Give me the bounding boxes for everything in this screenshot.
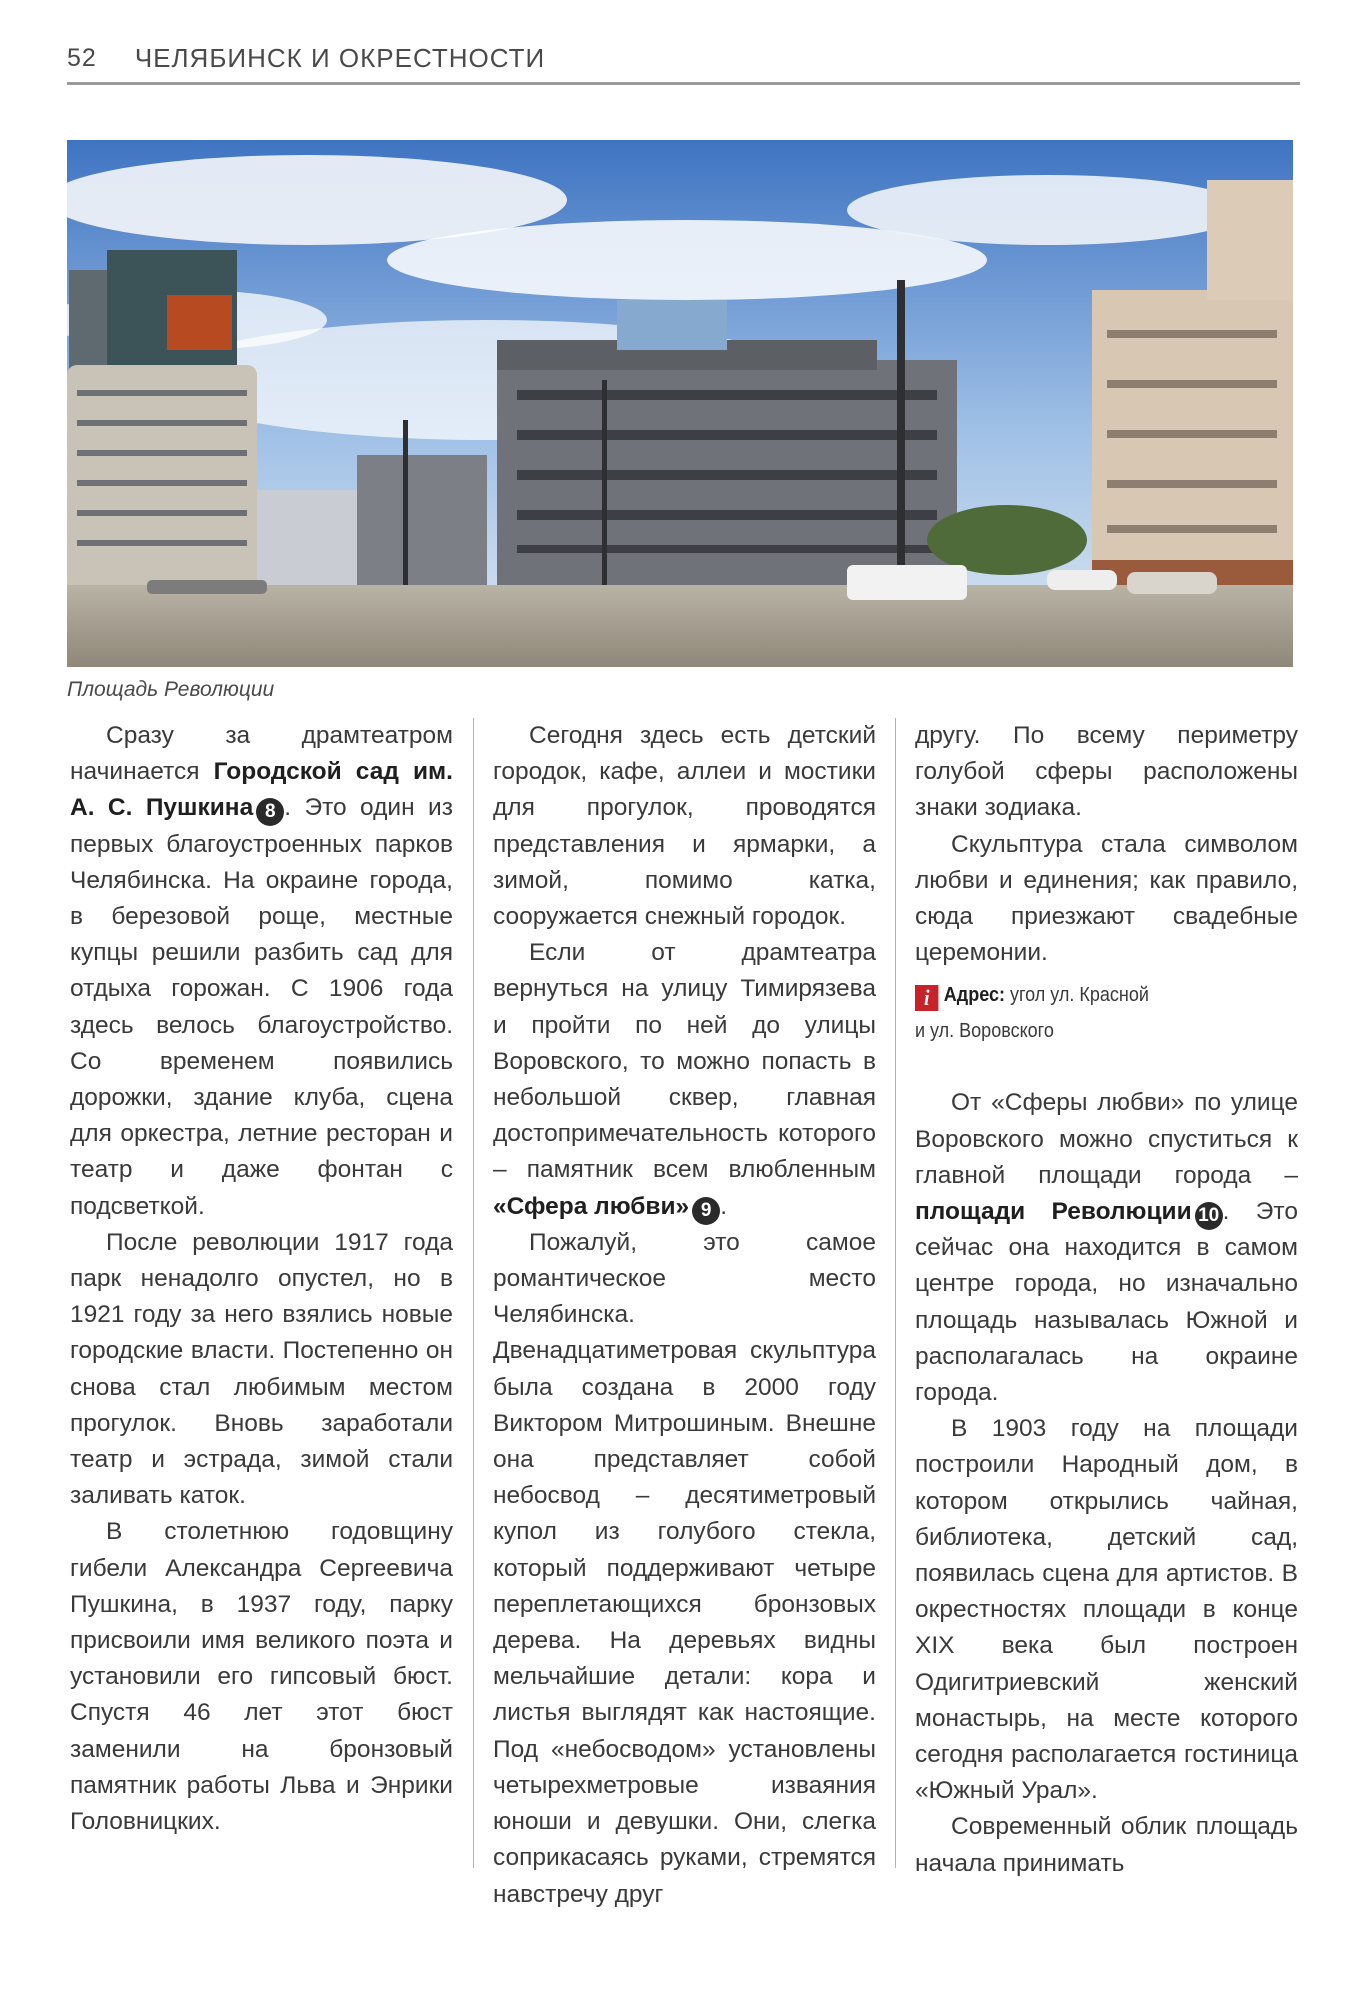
paragraph: После революции 1917 года парк ненадолго опустел, но в 1921 году за него взялись новые городские власти. Постепенно он снова стал любимым местом прогулок. Вновь заработали театр и эстрада, зимой стали заливать каток. [70, 1228, 453, 1510]
text-column-3 [915, 718, 1298, 1878]
photo-illustration [67, 140, 1293, 667]
paragraph [915, 1085, 1298, 1411]
address-line-2: и ул. Воровского [915, 1020, 1054, 1043]
section-title: ЧЕЛЯБИНСК И ОКРЕСТНОСТИ [134, 42, 546, 73]
text: . Это один из первых благоустроенных парков Челябинска. На окраине города, в березовой роще, местные купцы решили разбить сад для отдыха горожан. С 1906 года здесь велось благоустройство. Со временем появились дорожки, здание клуба, сцена для оркестра, летние ресторан и театр и даже фонтан с подсветкой. [70, 794, 453, 1220]
page-number: 52 [67, 43, 97, 72]
address-info [915, 977, 1293, 1049]
paragraph [70, 718, 453, 1225]
paragraph: Пожалуй, это самое романтическое место Челябинска. Двенадцатиметровая скульптура была создана в 2000 году Виктором Митрошиным. Внешне она представляет собой небосвод – десятиметровый купол из голубого стекла, который поддерживают четыре переплетающихся бронзовых дерева. На деревьях видны мельчайшие детали: кора и листья выглядят как настоящие. Под «небосводом» установлены четырехметровые изваяния юноши и девушки. Они, слегка соприкасаясь руками, стремятся навстречу друг [493, 1228, 876, 1908]
marker-10: 10 [1195, 1202, 1223, 1230]
photo-revolution-square [67, 140, 1293, 667]
marker-8: 8 [256, 798, 284, 826]
paragraph: В 1903 году на площади построили Народный дом, в котором открылись чайная, библиотека, детский сад, появилась сцена для артистов. В окрестностях площади в конце XIX века был построен Одигитриевский женский монастырь, на месте которого сегодня располагается гостиница «Южный Урал». [915, 1415, 1298, 1805]
paragraph: Современный облик площадь начала принимать [915, 1813, 1298, 1877]
park-name: Городской сад им. А. С. Пушкина [70, 758, 453, 822]
paragraph: Сегодня здесь есть детский городок, кафе, аллеи и мостики для прогулок, проводятся представления и ярмарки, а зимой, помимо катка, сооружается снежный городок. [493, 722, 876, 931]
paragraph: В столетнюю годовщину гибели Александра Сергеевича Пушкина, в 1937 году, парку присвоили имя великого поэта и установили его гипсовый бюст. Спустя 46 лет этот бюст заменили на бронзовый памятник работы Льва и Энрики Головницких. [70, 1518, 453, 1836]
paragraph: Скульптура стала символом любви и единения; как правило, сюда приезжают свадебные церемонии. [915, 830, 1298, 967]
text: . [720, 1192, 727, 1220]
column-divider [895, 718, 896, 1868]
paragraph [493, 935, 876, 1225]
text: От «Сферы любви» по улице Воровского можно спуститься к главной площади города – [915, 1089, 1298, 1189]
address-line-1: угол ул. Красной [1005, 984, 1149, 1007]
text: Если от драмтеатра вернуться на улицу Тимирязева и пройти по ней до улицы Воровского, то можно попасть в небольшой сквер, главная достопримечательность которого – памятник всем влюбленным [493, 939, 876, 1184]
text: Сразу за драмтеатром начинается [70, 722, 453, 786]
marker-9: 9 [692, 1197, 720, 1225]
text-column-1 [70, 718, 453, 1878]
column-divider [473, 718, 474, 1868]
text-column-2 [493, 718, 876, 1908]
info-icon: i [915, 985, 938, 1011]
monument-name: «Сфера любви» [493, 1192, 690, 1220]
page-header [67, 34, 1300, 85]
text: . Это сейчас она находится в самом центре города, но изначально площадь называлась Южной и располагалась на окраине города. [915, 1198, 1298, 1407]
paragraph: другу. По всему периметру голубой сферы расположены знаки зодиака. [915, 722, 1298, 822]
photo-caption: Площадь Революции [67, 678, 275, 701]
address-label: Адрес: [943, 984, 1005, 1007]
square-name: площади Революции [915, 1198, 1192, 1226]
